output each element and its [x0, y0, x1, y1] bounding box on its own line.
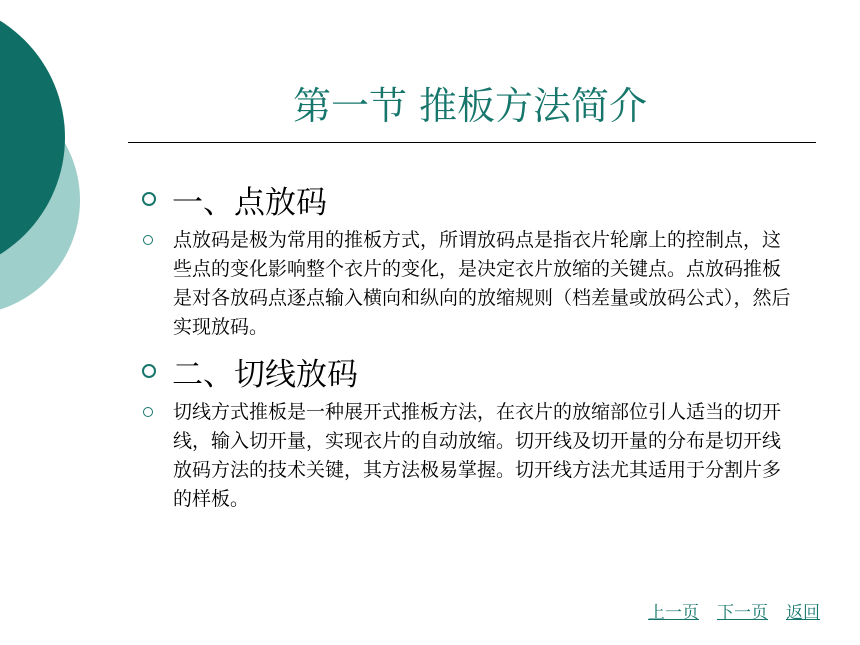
prev-page-link[interactable]: 上一页 [648, 603, 699, 623]
slide-title: 第一节 推板方法简介 [292, 84, 648, 128]
back-link[interactable]: 返回 [786, 603, 820, 623]
section-heading-text: 二、切线放码 [172, 356, 358, 393]
slide-content [140, 176, 820, 520]
circle-bullet-icon [143, 407, 153, 417]
title-divider [128, 142, 816, 143]
section-heading-2 [140, 348, 820, 394]
circle-bullet-icon [143, 235, 153, 245]
section-paragraph-text: 点放码是极为常用的推板方式，所谓放码点是指衣片轮廓上的控制点，这些点的变化影响整个衣片的变化，是决定衣片放缩的关键点。点放码推板是对各放码点逐点输入横向和纵向的放缩规则（档差量或放码公式），然后实现放码。 [173, 229, 791, 338]
circle-bullet-icon [142, 192, 156, 206]
section-paragraph-2 [140, 398, 820, 514]
slide-navigation [648, 598, 820, 623]
section-paragraph-text: 切线方式推板是一种展开式推板方法，在衣片的放缩部位引人适当的切开线，输入切开量，实现衣片的自动放缩。切开线及切开量的分布是切开线放码方法的技术关键，其方法极易掌握。切开线方法尤其适用于分割片多的样板。 [173, 401, 782, 510]
circle-bullet-icon [142, 364, 156, 378]
section-heading-text: 一、点放码 [172, 184, 327, 221]
section-paragraph-1 [140, 226, 820, 342]
section-heading-1 [140, 176, 820, 222]
next-page-link[interactable]: 下一页 [717, 603, 768, 623]
